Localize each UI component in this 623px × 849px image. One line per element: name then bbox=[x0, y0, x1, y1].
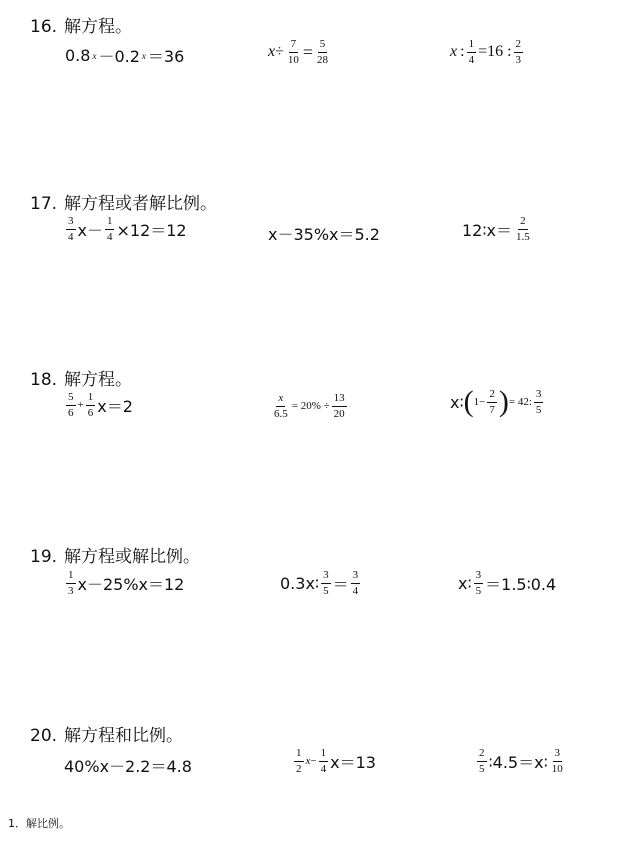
denominator: 4 bbox=[68, 230, 74, 243]
fraction bbox=[550, 747, 565, 775]
variable: x bbox=[141, 50, 146, 61]
equation-18-3 bbox=[450, 387, 545, 417]
numerator: 5 bbox=[66, 391, 76, 406]
term: ＝36 bbox=[147, 47, 185, 66]
fraction bbox=[321, 569, 331, 597]
problem-19-heading bbox=[30, 542, 200, 567]
term: =16 : bbox=[478, 43, 512, 61]
denominator: 7 bbox=[489, 403, 495, 416]
denominator: 4 bbox=[352, 584, 359, 597]
right-paren: ) bbox=[498, 385, 509, 418]
fraction bbox=[66, 215, 76, 243]
denominator: 28 bbox=[317, 53, 329, 66]
fraction bbox=[66, 569, 76, 597]
problem-title: 解方程或解比例。 bbox=[64, 547, 200, 567]
equation-20-1 bbox=[64, 754, 192, 777]
numerator: x bbox=[276, 392, 285, 407]
equation-19-3 bbox=[458, 569, 556, 597]
problem-title: 解方程。 bbox=[64, 370, 132, 390]
problem-16-heading bbox=[30, 12, 132, 37]
numerator: 3 bbox=[321, 569, 331, 584]
denominator: 1.5 bbox=[516, 230, 530, 243]
numerator: 1 bbox=[105, 215, 115, 230]
equation-17-3 bbox=[462, 215, 534, 243]
fraction bbox=[272, 392, 290, 420]
problem-title: 解方程或者解比例。 bbox=[64, 194, 217, 214]
fraction bbox=[514, 38, 524, 66]
equation-16-2 bbox=[268, 38, 332, 66]
equation-18-2 bbox=[270, 392, 349, 420]
term: x＝2 bbox=[97, 396, 133, 416]
footnote: 1．解比例。 bbox=[8, 817, 70, 830]
operator: + bbox=[77, 399, 84, 412]
denominator: 6.5 bbox=[274, 407, 288, 420]
equation-19-2 bbox=[280, 569, 362, 597]
numerator: 1 bbox=[294, 747, 304, 762]
denominator: 10 bbox=[551, 762, 563, 775]
denominator: 5 bbox=[323, 584, 329, 597]
problem-17-heading bbox=[30, 189, 217, 214]
term: ＝1.5∶0.4 bbox=[485, 574, 557, 594]
denominator: 10 bbox=[287, 53, 299, 66]
problem-number: 19. bbox=[30, 547, 58, 567]
numerator: 2 bbox=[487, 388, 497, 403]
term: x∶ bbox=[450, 392, 464, 412]
problem-20-heading bbox=[30, 721, 183, 746]
operator: ÷ bbox=[275, 43, 284, 61]
denominator: 6 bbox=[87, 406, 94, 419]
term: 0.8 bbox=[65, 46, 91, 65]
denominator: 4 bbox=[320, 762, 327, 775]
numerator: 1 bbox=[86, 391, 96, 406]
term: 1− bbox=[473, 396, 486, 408]
equation-20-2 bbox=[292, 747, 376, 775]
denominator: 5 bbox=[475, 584, 482, 597]
numerator: 3 bbox=[534, 388, 544, 403]
term: x∶ bbox=[458, 573, 472, 593]
variable: x bbox=[305, 755, 311, 768]
numerator: 3 bbox=[474, 569, 484, 584]
numerator: 5 bbox=[318, 38, 328, 53]
numerator: 3 bbox=[66, 215, 76, 230]
term: 0.3x∶ bbox=[280, 573, 320, 593]
numerator: 13 bbox=[332, 392, 347, 407]
problem-number: 16. bbox=[30, 17, 58, 37]
term: x－25%x＝12 bbox=[77, 574, 185, 594]
term: = 42: bbox=[508, 396, 532, 408]
fraction bbox=[534, 388, 544, 416]
fraction bbox=[105, 215, 115, 243]
fraction bbox=[332, 392, 347, 420]
fraction bbox=[351, 569, 361, 597]
problem-title: 解方程。 bbox=[64, 17, 132, 37]
fraction bbox=[474, 569, 484, 597]
variable: x bbox=[450, 43, 458, 61]
numerator: 2 bbox=[514, 38, 524, 53]
problem-number: 17. bbox=[30, 194, 58, 214]
operator: = bbox=[302, 41, 314, 62]
numerator: 2 bbox=[477, 747, 487, 762]
term: 12∶x＝ bbox=[462, 220, 512, 240]
equation-20-3 bbox=[475, 747, 567, 775]
fraction bbox=[286, 38, 301, 66]
numerator: 1 bbox=[66, 569, 76, 584]
denominator: 4 bbox=[106, 230, 113, 243]
numerator: 2 bbox=[518, 215, 528, 230]
numerator: 7 bbox=[289, 38, 299, 53]
variable: x bbox=[268, 43, 276, 61]
numerator: 3 bbox=[553, 747, 563, 762]
denominator: 5 bbox=[535, 403, 542, 416]
operator: : bbox=[460, 43, 465, 61]
equation-16-3 bbox=[450, 38, 525, 66]
problem-18-heading bbox=[30, 365, 132, 390]
problem-number: 20. bbox=[30, 726, 58, 746]
equation-text: 40%x－2.2＝4.8 bbox=[64, 757, 192, 776]
operator: − bbox=[310, 755, 317, 768]
fraction bbox=[487, 388, 497, 416]
term: ∶4.5＝x∶ bbox=[488, 752, 548, 772]
denominator: 3 bbox=[68, 584, 74, 597]
term: x－ bbox=[77, 220, 103, 240]
fraction bbox=[477, 747, 487, 775]
equation-16-1 bbox=[65, 44, 184, 67]
term: = 20% ÷ bbox=[291, 400, 330, 413]
fraction bbox=[294, 747, 304, 775]
equation-17-2 bbox=[268, 222, 380, 245]
fraction bbox=[319, 747, 329, 775]
fraction bbox=[66, 391, 76, 419]
term: －0.2 bbox=[98, 47, 140, 66]
numerator: 3 bbox=[351, 569, 361, 584]
left-paren: ( bbox=[463, 385, 474, 418]
equation-18-1 bbox=[64, 391, 133, 419]
fraction bbox=[467, 38, 477, 66]
numerator: 1 bbox=[319, 747, 329, 762]
denominator: 2 bbox=[296, 762, 302, 775]
fraction bbox=[315, 38, 330, 66]
equation-17-1 bbox=[64, 215, 187, 243]
denominator: 20 bbox=[333, 407, 345, 420]
denominator: 3 bbox=[515, 53, 522, 66]
problem-number: 18. bbox=[30, 370, 58, 390]
term: x＝13 bbox=[330, 752, 376, 772]
equation-19-1 bbox=[64, 569, 184, 597]
equation-text: x－35%x＝5.2 bbox=[268, 225, 380, 244]
denominator: 6 bbox=[68, 406, 74, 419]
operator: ＝ bbox=[332, 574, 349, 594]
variable: x bbox=[92, 50, 97, 61]
denominator: 5 bbox=[479, 762, 485, 775]
fraction bbox=[86, 391, 96, 419]
problem-title: 解方程和比例。 bbox=[64, 726, 183, 746]
term: ×12＝12 bbox=[116, 220, 187, 240]
fraction bbox=[514, 215, 532, 243]
denominator: 4 bbox=[468, 53, 475, 66]
numerator: 1 bbox=[467, 38, 477, 53]
